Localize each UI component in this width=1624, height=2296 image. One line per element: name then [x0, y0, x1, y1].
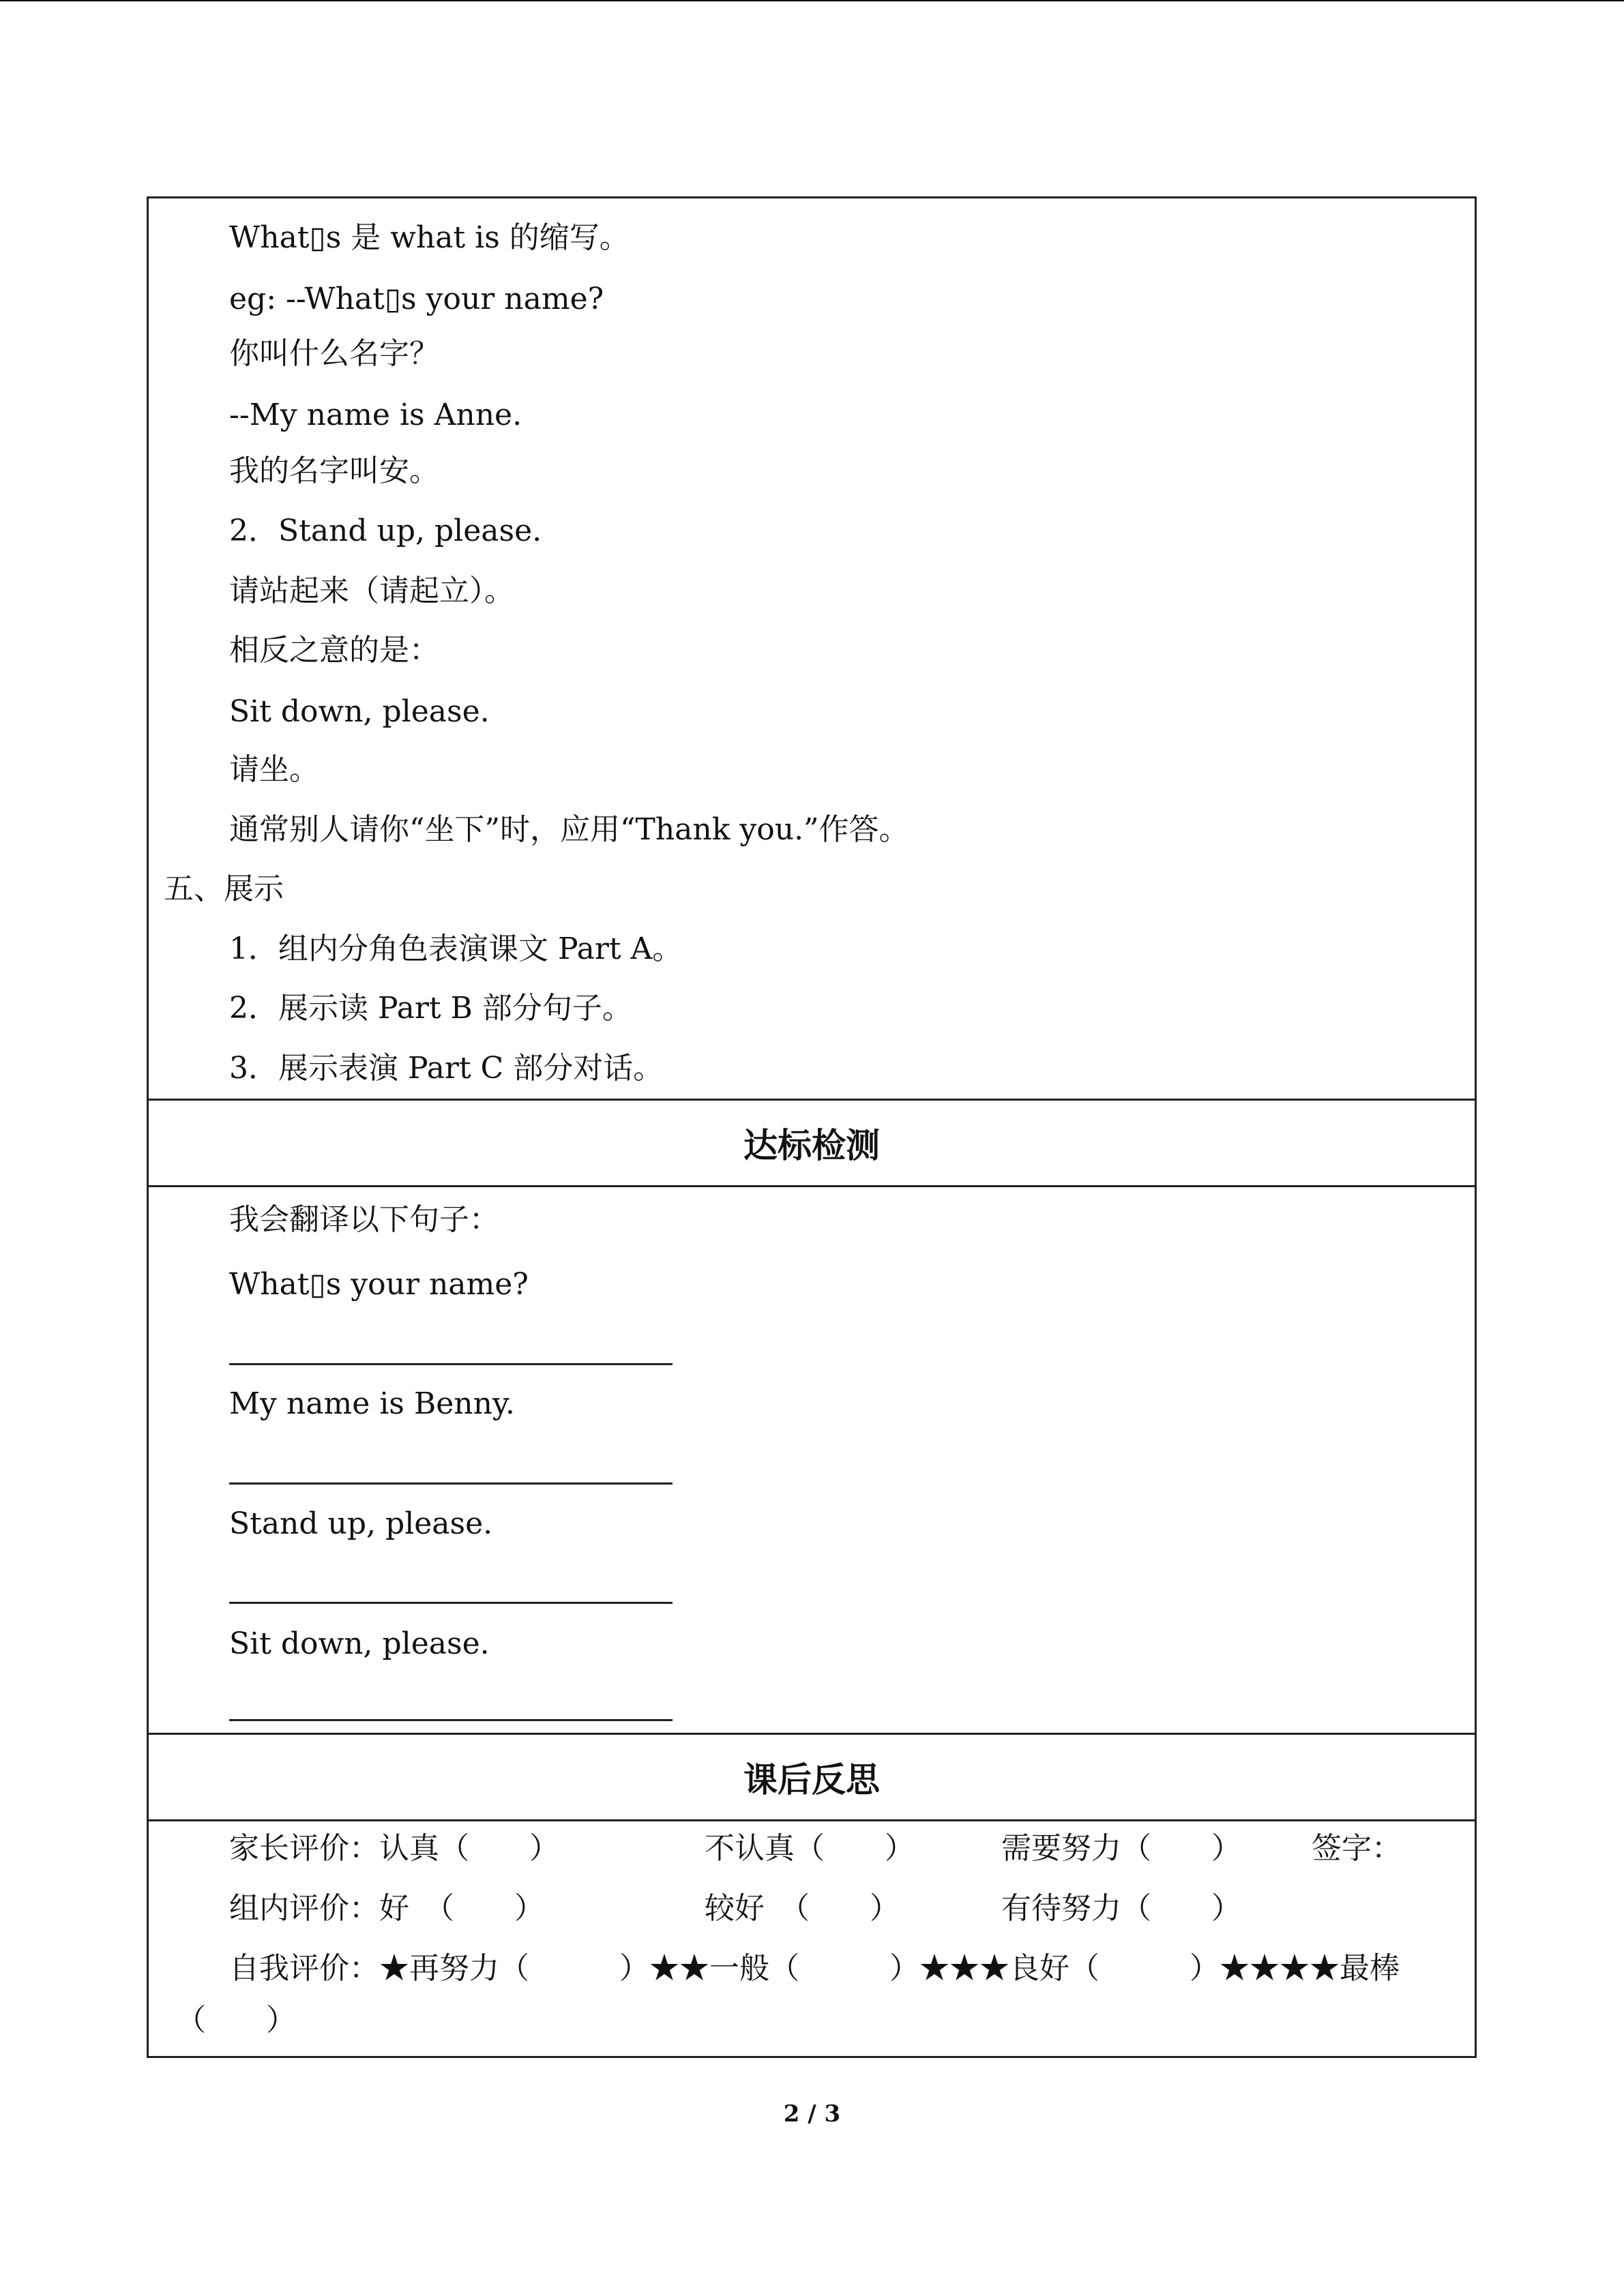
- header-title: 课后反思: [743, 1760, 880, 1800]
- answer-blank[interactable]: [229, 1363, 673, 1365]
- self-eval-tail: （ ）: [176, 2003, 296, 2038]
- sentence: Stand up, please.: [229, 1506, 493, 1541]
- group-eval-good: 较好 （ ）: [705, 1891, 900, 1926]
- signature-label: 签字：: [1312, 1831, 1402, 1866]
- explanation-section: [149, 198, 1475, 1099]
- answer-blank[interactable]: [229, 1482, 673, 1485]
- text-line: --My name is Anne.: [229, 398, 522, 432]
- text-line: 我的名字叫安。: [229, 453, 439, 488]
- text-line: 请站起来（请起立）。: [229, 573, 514, 608]
- text-line: eg: --What▯s your name?: [229, 282, 604, 316]
- translation-section: [149, 1187, 1475, 1733]
- text-line: 请坐。: [229, 752, 319, 787]
- text-line: 2．Stand up, please.: [229, 513, 542, 548]
- header-row-reflection: [149, 1733, 1475, 1821]
- step-line: 1．组内分角色表演课文 Part A。: [229, 931, 683, 966]
- group-eval: 组内评价：好 （ ）: [229, 1891, 544, 1926]
- evaluation-section: [149, 1821, 1475, 2060]
- step-line: 3．展示表演 Part C 部分对话。: [229, 1051, 664, 1086]
- section-heading: 五、展示: [164, 871, 284, 906]
- text-line: 相反之意的是：: [229, 633, 439, 668]
- header-row-test: [149, 1099, 1475, 1187]
- lesson-table: [147, 196, 1477, 2058]
- text-line: 通常别人请你“坐下”时，应用“Thank you.”作答。: [229, 812, 909, 847]
- instruction-text: 我会翻译以下句子：: [229, 1202, 499, 1237]
- text-line: What▯s 是 what is 的缩写。: [229, 220, 630, 255]
- header-title: 达标检测: [743, 1126, 880, 1165]
- sentence: What▯s your name?: [229, 1267, 529, 1302]
- top-border: [0, 0, 1624, 1]
- answer-blank[interactable]: [229, 1602, 673, 1604]
- sentence: My name is Benny.: [229, 1386, 515, 1421]
- self-eval: 自我评价：★再努力（ ）★★一般（ ）★★★良好（ ）★★★★最棒: [229, 1951, 1400, 1986]
- text-line: 你叫什么名字？: [229, 336, 439, 371]
- parent-eval: 家长评价：认真（ ）: [229, 1831, 559, 1866]
- parent-eval-not: 不认真（ ）: [705, 1831, 915, 1866]
- sentence: Sit down, please.: [229, 1626, 490, 1661]
- step-line: 2．展示读 Part B 部分句子。: [229, 991, 632, 1026]
- answer-blank[interactable]: [229, 1719, 673, 1721]
- group-eval-effort: 有待努力（ ）: [1001, 1891, 1241, 1926]
- page-number: 2 / 3: [783, 2100, 841, 2128]
- parent-eval-effort: 需要努力（ ）: [1001, 1831, 1241, 1866]
- text-line: Sit down, please.: [229, 694, 490, 729]
